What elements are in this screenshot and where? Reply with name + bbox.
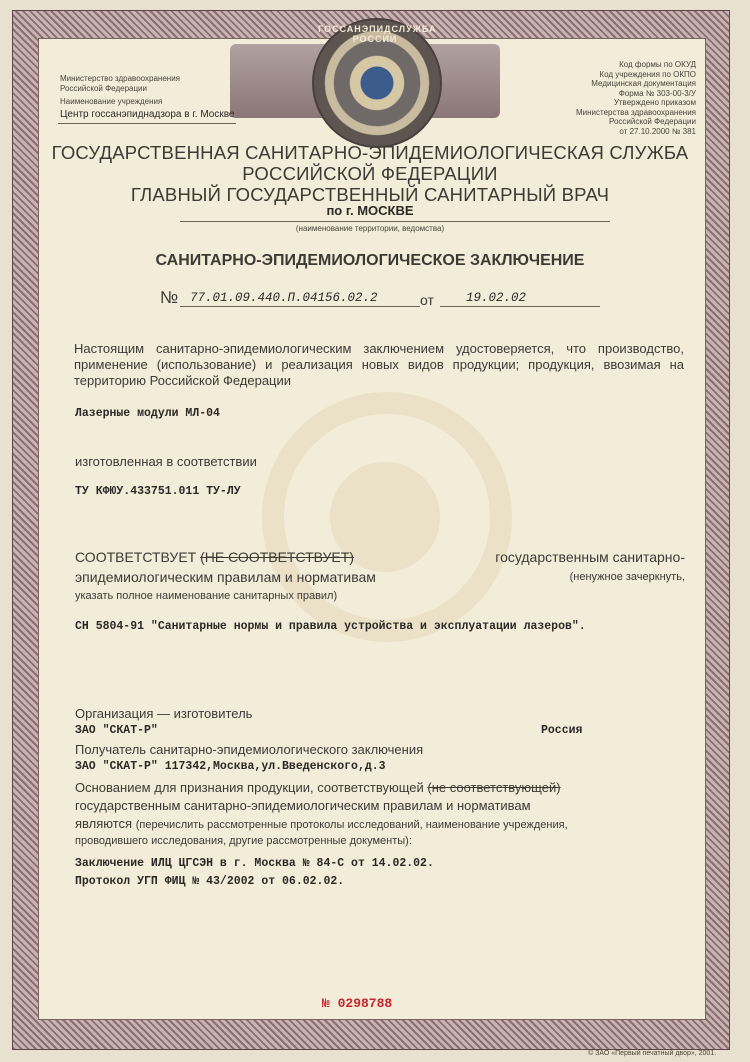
organization-label: Организация — изготовитель: [75, 706, 253, 721]
basis-struck: (не соответствующей): [427, 780, 561, 795]
form-code-line: Код учреждения по ОКПО: [599, 69, 696, 79]
conclusion-date: 19.02.02: [466, 291, 527, 305]
technical-spec: ТУ КФЮУ.433751.011 ТУ-ЛУ: [75, 485, 241, 498]
ministry-label: Министерство здравоохранения Российской Федерации: [60, 74, 180, 93]
form-code-line: Форма № 303-00-3/У: [618, 88, 696, 98]
basis-are: являются: [75, 816, 133, 831]
form-codes: [560, 60, 696, 136]
form-code-line: Медицинская документация: [591, 79, 696, 88]
basis-note: (перечислить рассмотренные протоколы исследований, наименование учреждения,: [135, 819, 568, 831]
product-name: Лазерные модули МЛ-04: [75, 407, 220, 420]
institution-caption: Наименование учреждения: [60, 97, 163, 106]
printer-credit: © ЗАО «Первый печатный двор», 2001.: [588, 1050, 717, 1057]
intro-text: Настоящим санитарно-эпидемиологическим заключением удостоверяется, что производство, применение (использование) и реализация новых видов продукции; продукция, ввозимая на территорию Российской Федерации: [74, 341, 684, 388]
conclusion-number: 77.01.09.440.П.04156.02.2: [190, 291, 378, 305]
document-item: Протокол УГП ФИЦ № 43/2002 от 06.02.02.: [75, 875, 345, 888]
form-code-line: Российской Федерации: [609, 117, 696, 126]
sanitary-rules: СН 5804-91 "Санитарные нормы и правила устройства и эксплуатации лазеров".: [75, 620, 586, 633]
recipient-label: Получатель санитарно-эпидемиологического заключения: [75, 742, 424, 757]
compliance-line-2: [75, 569, 685, 585]
compliance-rest: государственным санитарно-: [495, 549, 685, 565]
chief-doctor-title: ГЛАВНЫЙ ГОСУДАРСТВЕННЫЙ САНИТАРНЫЙ ВРАЧ: [130, 184, 610, 205]
service-title: ГОСУДАРСТВЕННАЯ САНИТАРНО-ЭПИДЕМИОЛОГИЧЕСКАЯ СЛУЖБА: [51, 142, 689, 163]
serial-number: № 0298788: [322, 996, 393, 1011]
form-code-line: Утверждено приказом: [613, 98, 696, 107]
recipient-address: ЗАО "СКАТ-Р" 117342,Москва,ул.Введенского,д.3: [75, 760, 386, 773]
basis-text: Основанием для признания продукции, соответствующей: [75, 780, 424, 795]
basis-line-2: государственным санитарно-эпидемиологическим правилам и нормативам: [75, 798, 531, 813]
organization-name: ЗАО "СКАТ-Р": [75, 724, 158, 737]
emblem-text: ГОССАНЭПИДСЛУЖБА РОССИИ: [318, 24, 437, 44]
basis-line-3: [75, 816, 685, 833]
made-label: изготовленная в соответствии: [75, 454, 257, 469]
compliance-struck: (НЕ СООТВЕТСТВУЕТ): [200, 549, 354, 565]
basis-line-1: [75, 780, 685, 796]
compliance-word: СООТВЕТСТВУЕТ: [75, 549, 197, 565]
organization-country: Россия: [541, 724, 583, 737]
institution-name: Центр госсанэпиднадзора в г. Москве: [60, 109, 235, 120]
compliance-rules: эпидемиологическим правилам и нормативам: [75, 569, 376, 585]
form-code-line: Код формы по ОКУД: [619, 60, 696, 69]
date-label: от: [420, 292, 434, 308]
document-title: САНИТАРНО-ЭПИДЕМИОЛОГИЧЕСКОЕ ЗАКЛЮЧЕНИЕ: [155, 252, 585, 269]
basis-line-4: проводившего исследования, другие рассмотренные документы):: [75, 835, 412, 847]
number-label: №: [160, 288, 179, 307]
compliance-note-2: указать полное наименование санитарных правил): [75, 590, 338, 602]
form-code-line: от 27.10.2000 № 381: [619, 126, 696, 136]
territory: по г. МОСКВЕ: [326, 203, 414, 218]
compliance-note: (ненужное зачеркнуть,: [569, 571, 685, 583]
compliance-line-1: [75, 549, 685, 565]
form-code-line: Министерства здравоохранения: [576, 107, 696, 117]
document-item: Заключение ИЛЦ ЦГСЭН в г. Москва № 84-С от 14.02.02.: [75, 857, 434, 870]
federation-title: РОССИЙСКОЙ ФЕДЕРАЦИИ: [242, 163, 498, 184]
territory-caption: (наименование территории, ведомства): [295, 224, 445, 233]
